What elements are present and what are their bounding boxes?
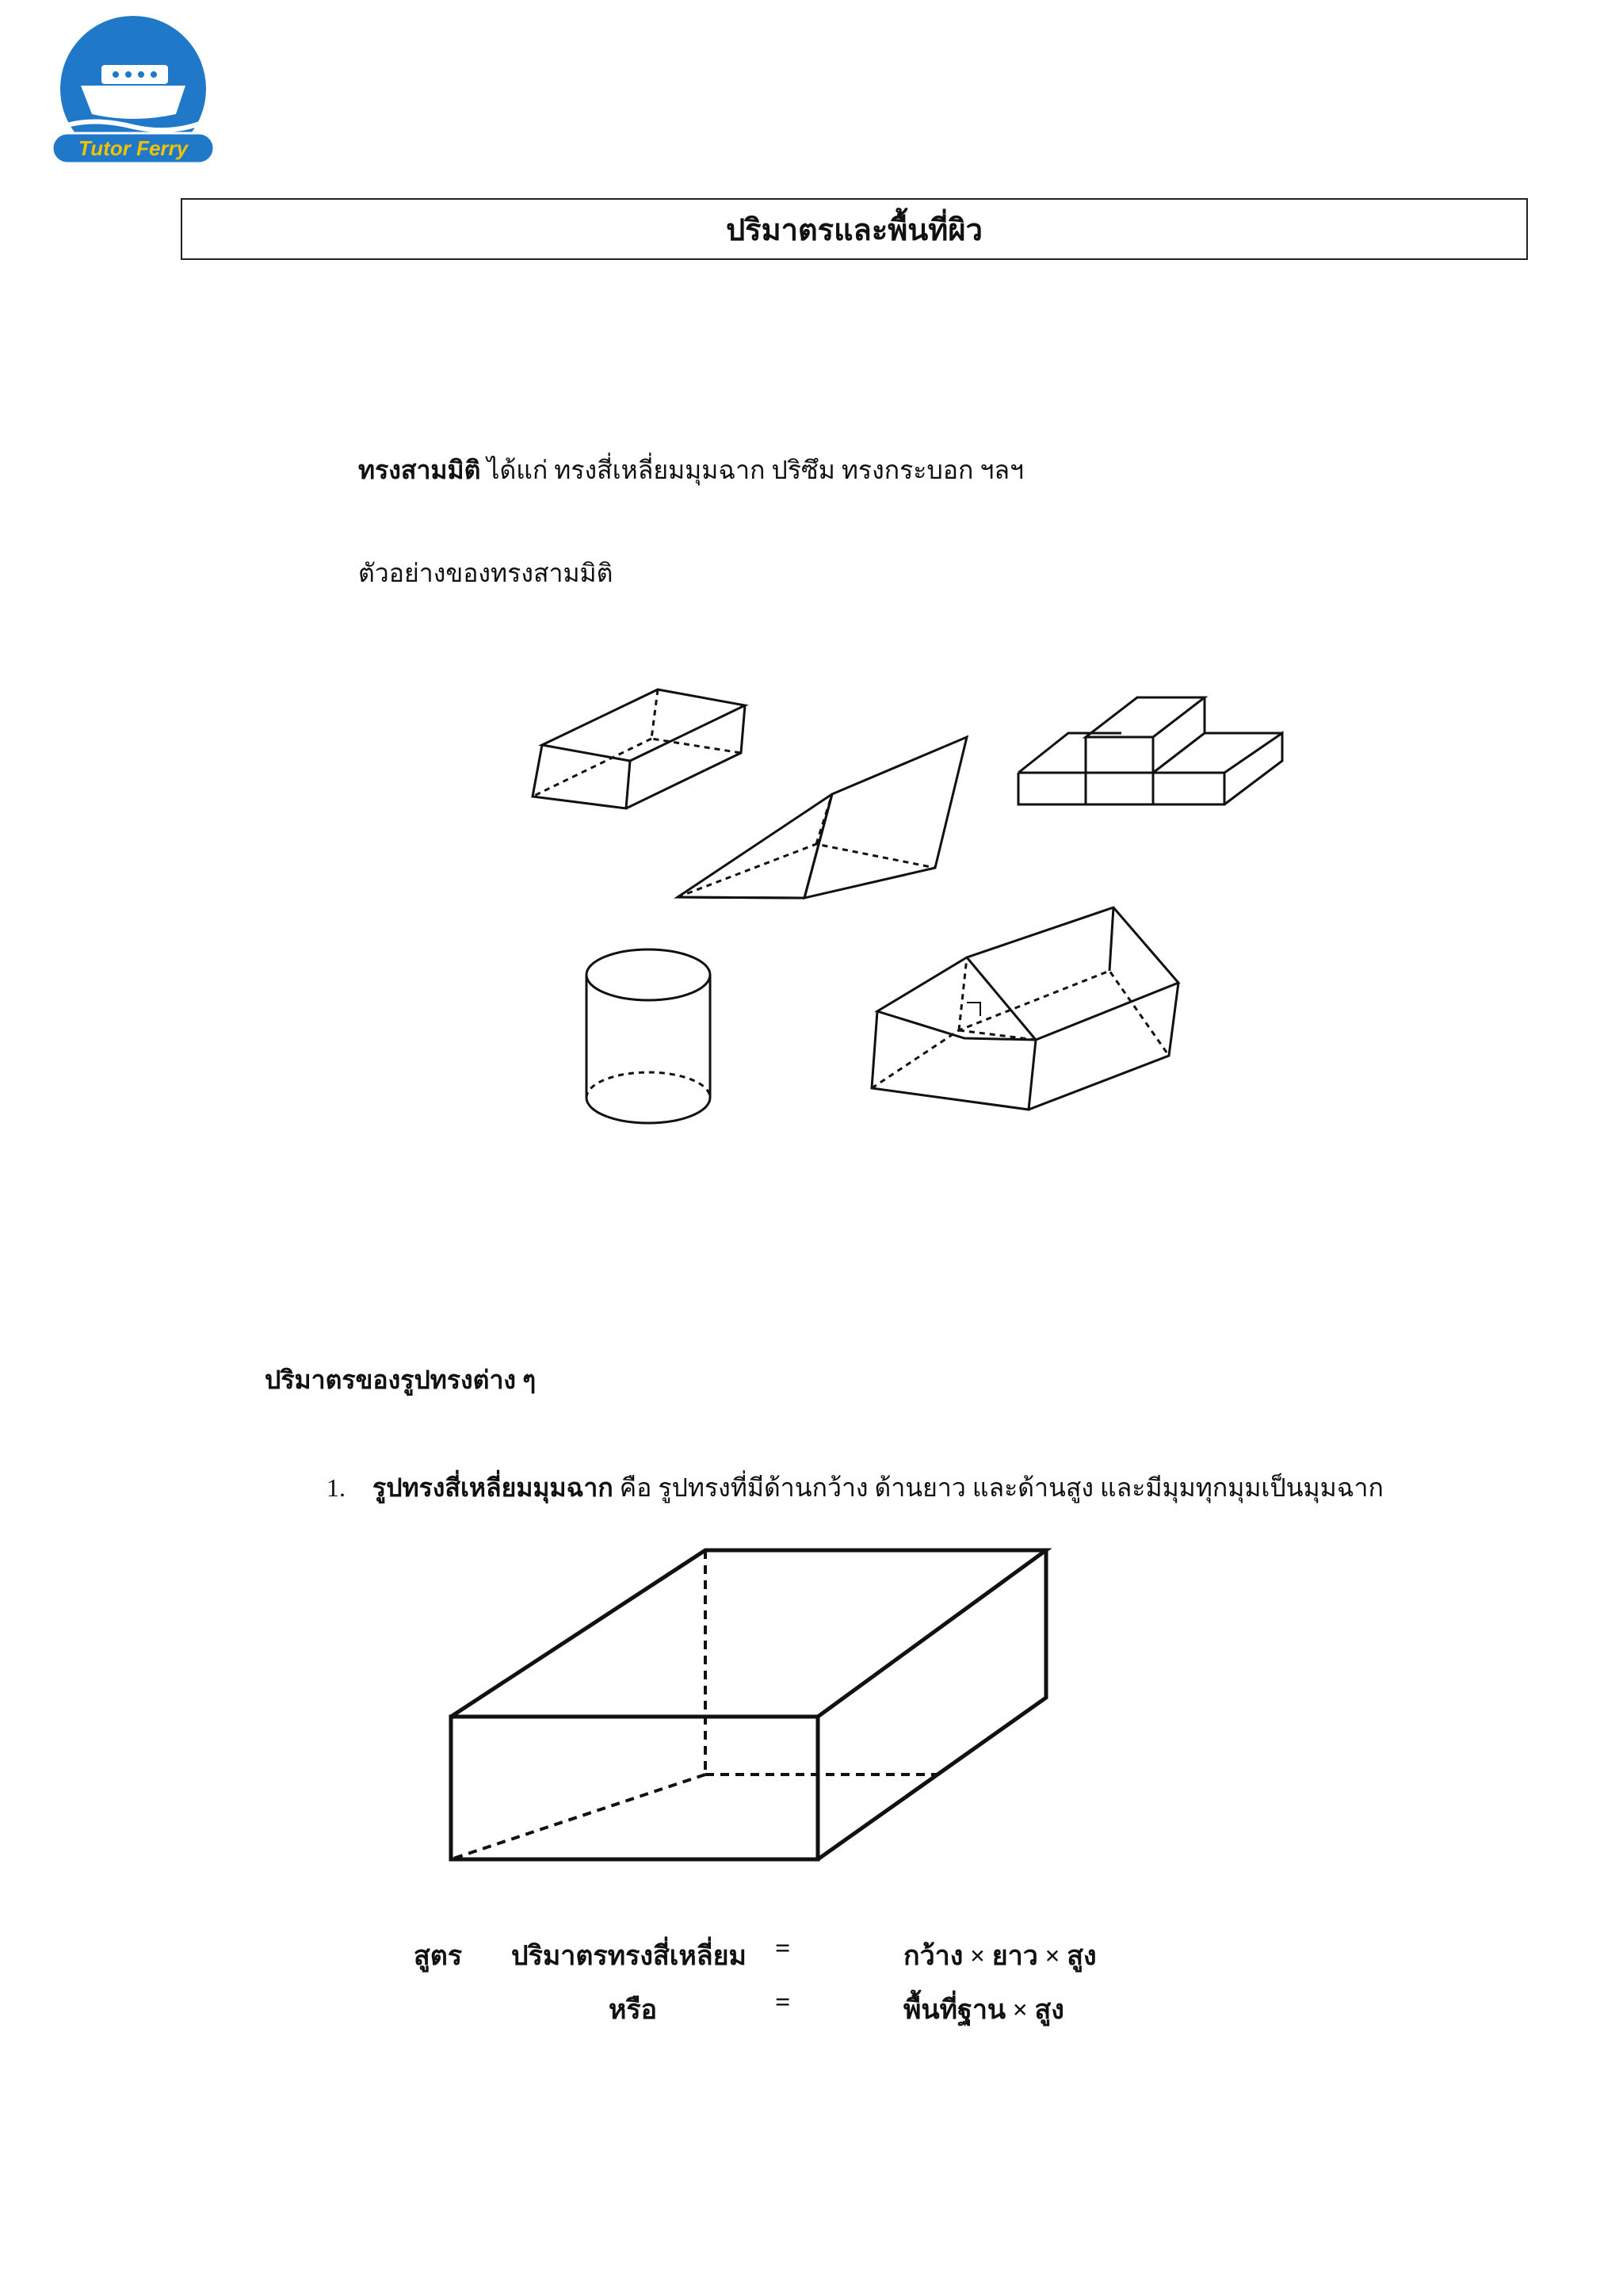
slanted-box-shape [533, 690, 745, 808]
formula-expression-2: พื้นที่ฐาน × สูง [903, 1996, 1064, 2025]
formula-or: หรือ [609, 1996, 658, 2025]
intro-term: ทรงสามมิติ [358, 456, 481, 484]
formula-equals-1: = [775, 1934, 791, 1963]
logo-text: Tutor Ferry [78, 136, 189, 160]
formula-name: ปริมาตรทรงสี่เหลี่ยม [511, 1942, 747, 1971]
cylinder-shape [586, 949, 710, 1123]
page-title-box [181, 198, 1528, 260]
item-1-number: 1. [327, 1473, 346, 1502]
item-1 [327, 1468, 1384, 1508]
intro-text: ได้แก่ ทรงสี่เหลี่ยมมุมฉาก ปริซึม ทรงกระบอก ฯลฯ [480, 456, 1024, 484]
pentagonal-prism-shape [872, 907, 1178, 1110]
item-1-term: รูปทรงสี่เหลี่ยมมุมฉาก [372, 1473, 613, 1502]
item-1-description: คือ รูปทรงที่มีด้านกว้าง ด้านยาว และด้านสูง และมีมุมทุกมุมเป็นมุมฉาก [613, 1473, 1384, 1502]
page-title: ปริมาตรและพื้นที่ผิว [726, 213, 983, 247]
intro-definition [358, 450, 1024, 491]
formula-equals-2: = [775, 1988, 791, 2017]
triangular-prism-shape [678, 737, 967, 898]
formula-label: สูตร [414, 1942, 463, 1971]
tutor-ferry-logo [49, 16, 217, 166]
solids-examples-figure [523, 674, 1308, 1133]
rectangular-box-figure [437, 1538, 1057, 1870]
stepped-blocks-shape [1018, 697, 1282, 804]
volumes-section-heading: ปริมาตรของรูปทรงต่าง ๆ [265, 1366, 537, 1394]
formula-expression-1: กว้าง × ยาว × สูง [903, 1942, 1097, 1971]
examples-heading: ตัวอย่างของทรงสามมิติ [358, 559, 613, 587]
